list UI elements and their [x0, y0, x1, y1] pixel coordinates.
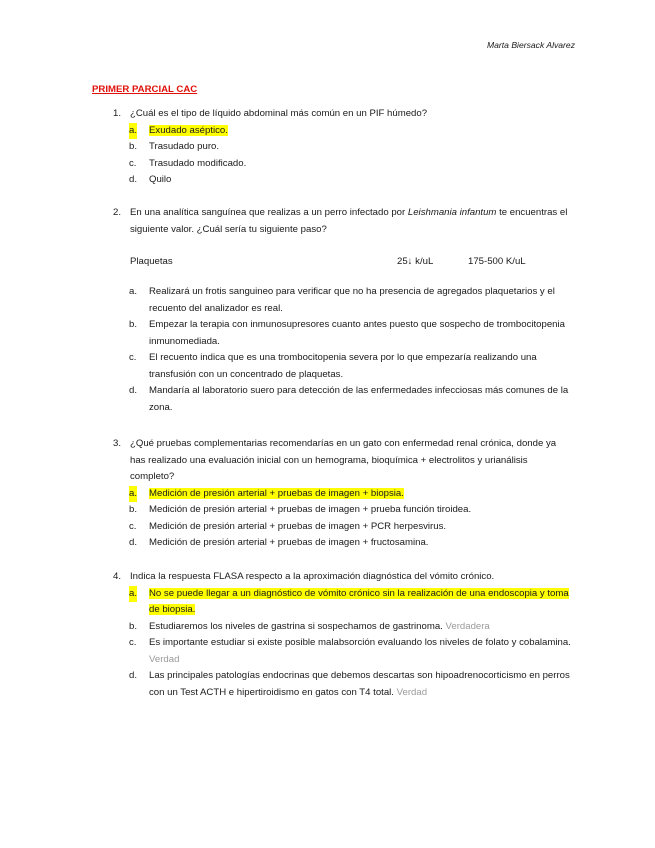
option-letter: a.: [129, 486, 137, 503]
option-letter: b.: [129, 620, 138, 632]
option-letter: d.: [129, 174, 138, 185]
question-1-stem: [113, 106, 573, 123]
option-1b: [113, 139, 573, 156]
question-4-stem: [113, 569, 573, 586]
option-4a: [113, 586, 573, 619]
option-2b: [113, 317, 573, 350]
option-letter: c.: [129, 352, 137, 363]
option-text: Trasudado puro.: [149, 141, 220, 152]
option-text: Es importante estudiar si existe posible malabsorción evaluando los niveles de folato y cobalamina.: [149, 637, 571, 648]
option-letter: d.: [129, 537, 138, 548]
question-number: 2.: [113, 207, 122, 218]
question-text: Indica la respuesta FLASA respecto a la aproximación diagnóstica del vómito crónico.: [130, 571, 495, 582]
author-name: Marta Biersack Alvarez: [486, 40, 575, 50]
question-number: 1.: [113, 108, 122, 119]
question-2-stem: [113, 205, 573, 238]
option-letter: d.: [129, 670, 138, 681]
question-text: En una analítica sanguínea que realizas a un perro infectado por: [130, 207, 408, 218]
answer-note: Verdadera: [445, 620, 490, 632]
option-text: Las principales patologías endocrinas que debemos descartas son hipoadrenocorticismo en perros con un Test ACTH e hipertiroidismo en gatos con T4 total.: [149, 670, 570, 698]
question-1: [113, 106, 573, 189]
question-4: [113, 569, 573, 701]
lab-value-row: [113, 254, 573, 270]
option-letter: a.: [129, 123, 137, 140]
option-letter: a.: [129, 286, 138, 297]
option-letter: c.: [129, 520, 137, 532]
option-3c: [113, 519, 573, 536]
option-text: Exudado aséptico.: [149, 124, 228, 136]
option-text: Medición de presión arterial + pruebas de imagen + PCR herpesvirus.: [149, 520, 447, 532]
option-letter: a.: [129, 586, 137, 603]
option-4c: [113, 635, 573, 668]
arrow-down-icon: ↓: [407, 256, 413, 267]
answer-note: Verdad: [149, 653, 180, 665]
option-text: Mandaría al laboratorio suero para detección de las enfermedades infecciosas más comunes de la zona.: [149, 385, 569, 413]
option-text: Realizará un frotis sanguineo para verificar que no ha presencia de agregados plaquetarios y el recuento del analizador es real.: [149, 286, 555, 314]
question-number: 3.: [113, 438, 122, 449]
option-letter: b.: [129, 319, 138, 330]
option-text: Estudiaremos los niveles de gastrina si sospechamos de gastrinoma.: [149, 620, 443, 632]
option-text: Trasudado modificado.: [149, 157, 247, 169]
option-text: Medición de presión arterial + pruebas de imagen + fructosamina.: [149, 537, 429, 548]
question-text-cont: te encuentras el siguiente valor. ¿Cuál sería tu siguiente paso?: [130, 207, 568, 235]
option-4d: [113, 668, 573, 701]
organism-name: Leishmania infantum: [407, 207, 497, 218]
question-number: 4.: [113, 571, 122, 582]
option-text: Medición de presión arterial + pruebas de imagen + prueba función tiroidea.: [149, 504, 472, 515]
option-text: El recuento indica que es una trombocitopenia severa por lo que empezaría realizando una transfusión con un concentrado de plaquetas.: [149, 352, 537, 380]
option-letter: b.: [129, 141, 138, 152]
exam-title: PRIMER PARCIAL CAC: [92, 84, 198, 95]
option-1d: [113, 172, 573, 189]
question-text: ¿Qué pruebas complementarias recomendarías en un gato con enfermedad renal crónica, donde ya has realizado una evaluación inicial con un hemograma, bioquímica + electrolitos y urianálisis completo?: [130, 438, 557, 482]
option-letter: c.: [129, 637, 137, 648]
option-text: Medición de presión arterial + pruebas de imagen + biopsia.: [149, 487, 404, 499]
question-2: [113, 205, 573, 416]
option-2d: [113, 383, 573, 416]
option-3a: [113, 486, 573, 503]
option-letter: c.: [129, 157, 137, 169]
option-letter: b.: [129, 504, 138, 515]
option-text: Empezar la terapia con inmunosupresores cuanto antes puesto que sospecho de trombocitopenia inmunomediada.: [149, 319, 565, 347]
question-3: [113, 436, 573, 552]
lab-test-name: Plaquetas: [130, 256, 173, 267]
option-2c: [113, 350, 573, 383]
option-3b: [113, 502, 573, 519]
question-text: ¿Cuál es el tipo de líquido abdominal más común en un PIF húmedo?: [130, 108, 428, 119]
option-1c: [113, 156, 573, 173]
question-3-stem: [113, 436, 573, 486]
option-1a: [113, 123, 573, 140]
option-2a: [113, 284, 573, 317]
lab-reference-range: 175-500 K/uL: [468, 256, 526, 267]
option-text: Quilo: [149, 174, 172, 185]
option-text: No se puede llegar a un diagnóstico de vómito crónico sin la realización de una endoscopia y toma de biopsia.: [149, 587, 569, 615]
lab-result: 25↓ k/uL: [397, 254, 433, 270]
answer-note: Verdad: [396, 686, 428, 698]
option-3d: [113, 535, 573, 552]
option-4b: [113, 619, 573, 636]
option-letter: d.: [129, 385, 138, 396]
